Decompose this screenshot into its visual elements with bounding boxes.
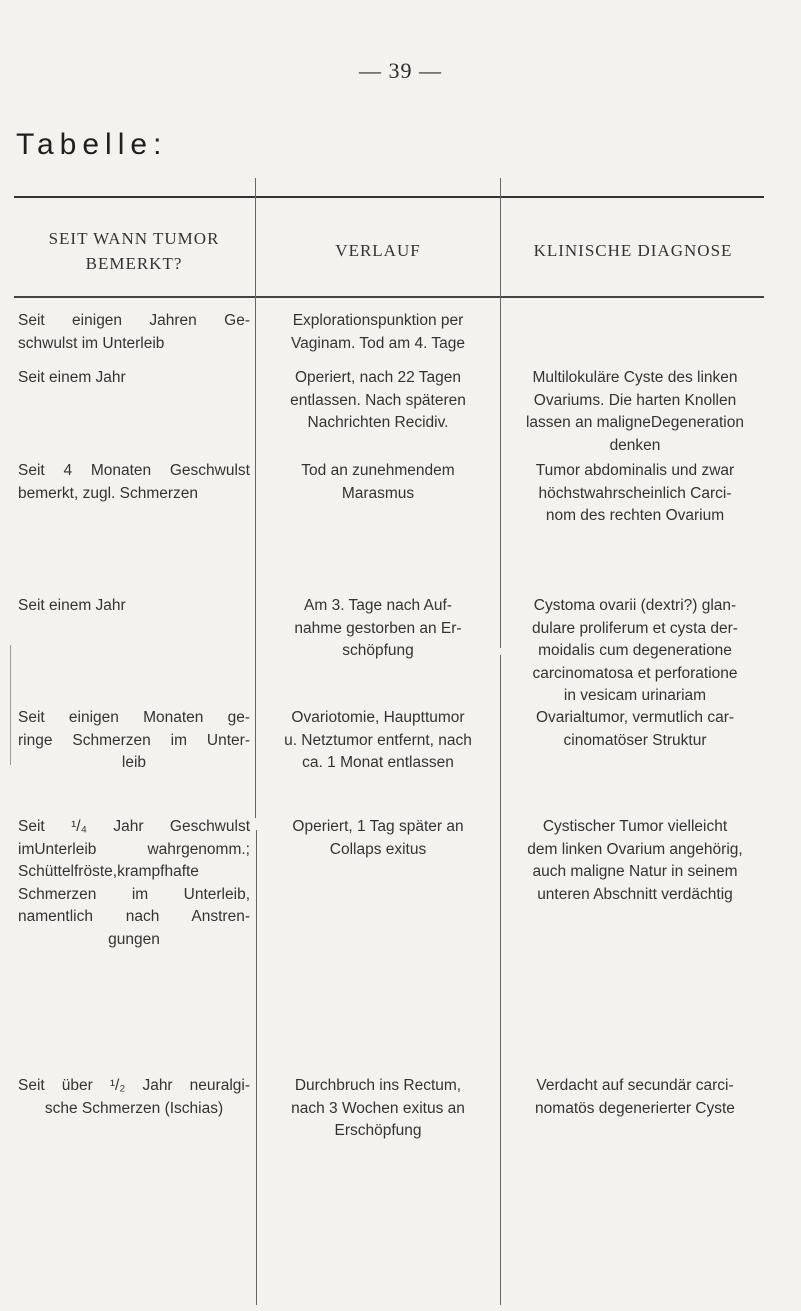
table-cell-line: Ovariums. Die harten Knollen	[533, 391, 737, 409]
table-cell-line: ringe Schmerzen im Unter-	[18, 731, 250, 749]
table-cell-line: Marasmus	[341, 484, 415, 502]
table-cell-col1	[18, 310, 250, 355]
table-cell-line: schöpfung	[342, 642, 414, 659]
table-title: Tabelle:	[16, 128, 168, 161]
table-cell-line: Operiert, 1 Tag später an	[292, 818, 464, 835]
table-cell-line: denken	[609, 436, 661, 454]
header-since-when-line: BEMERKT?	[85, 254, 183, 273]
table-cell-line: Seit einem Jahr	[18, 597, 126, 614]
table-cell-line: u. Netztumor entfernt, nach	[284, 731, 472, 749]
table-cell-line: Vaginam. Tod am 4. Tage	[290, 334, 466, 352]
header-since-when	[14, 226, 254, 276]
table-cell-col2	[258, 707, 498, 775]
table-cell-line: nomatös degenerierter Cyste	[535, 1099, 735, 1117]
table-cell-line: Erschöpfung	[334, 1122, 422, 1139]
table-cell-line: unteren Abschnitt verdächtig	[537, 885, 733, 903]
table-header-rule	[14, 296, 764, 298]
table-cell-line: carcinomatosa et perforatione	[532, 664, 738, 682]
table-cell-line: Collaps exitus	[329, 840, 427, 858]
table-cell-line: Am 3. Tage nach Auf-	[304, 597, 452, 614]
table-cell-line: Multilokuläre Cyste des linken	[532, 369, 738, 386]
table-cell-col2	[258, 816, 498, 861]
table-cell-line: dulare proliferum et cysta der-	[532, 619, 738, 637]
table-cell-line: Explorationspunktion per	[292, 312, 464, 329]
table-cell-line: Seit einigen Monaten ge-	[18, 709, 250, 726]
table-cell-line: Nachrichten Recidiv.	[307, 414, 449, 431]
table-cell-col3	[506, 460, 764, 528]
column-divider-1-lower	[256, 830, 257, 1305]
table-cell-line: schwulst im Unterleib	[18, 334, 165, 352]
table-cell-line: Seit ¹/₄ Jahr Geschwulst	[18, 818, 250, 835]
header-since-when-line: SEIT WANN TUMOR	[48, 229, 220, 248]
table-cell-col1	[18, 816, 250, 951]
table-cell-line: höchstwahrscheinlich Carci-	[538, 484, 732, 502]
table-cell-line: dem linken Ovarium angehörig,	[527, 840, 743, 858]
table-cell-line: gungen	[108, 930, 160, 948]
table-cell-line: Schüttelfröste,krampfhafte	[18, 863, 199, 880]
table-cell-line: Tumor abdominalis und zwar	[535, 462, 735, 479]
table-cell-col2	[258, 460, 498, 505]
table-cell-line: Cystoma ovarii (dextri?) glan-	[533, 597, 737, 614]
table-cell-line: moidalis cum degeneratione	[538, 642, 732, 659]
table-cell-line: Durchbruch ins Rectum,	[294, 1077, 462, 1094]
table-cell-line: Seit über ¹/₂ Jahr neuralgi-	[18, 1077, 250, 1094]
table-cell-line: Tod an zunehmendem	[301, 462, 455, 479]
table-cell-line: nach 3 Wochen exitus an	[291, 1099, 465, 1117]
table-cell-col1	[18, 367, 250, 390]
header-course	[256, 238, 500, 263]
header-clinical-diagnosis-line: KLINISCHE DIAGNOSE	[533, 241, 733, 260]
table-cell-line: lassen an maligneDegeneration	[525, 414, 744, 431]
header-course-line: VERLAUF	[335, 241, 421, 260]
table-cell-col2	[258, 367, 498, 435]
table-cell-col3	[506, 1075, 764, 1120]
table-cell-line: auch maligne Natur in seinem	[532, 863, 738, 880]
table-cell-line: nahme gestorben an Er-	[294, 619, 462, 637]
column-divider-2-lower	[500, 655, 501, 1305]
table-cell-line: imUnterleib wahrgenomm.;	[18, 840, 250, 858]
table-cell-line: Seit einem Jahr	[18, 369, 126, 386]
table-cell-col1	[18, 460, 250, 505]
table-cell-line: in vesicam urinariam	[563, 687, 707, 704]
table-cell-line: Seit 4 Monaten Geschwulst	[18, 462, 250, 479]
table-cell-line: Verdacht auf secundär carci-	[536, 1077, 734, 1094]
table-cell-line: leib	[121, 754, 147, 771]
table-cell-line: Seit einigen Jahren Ge-	[18, 312, 250, 329]
left-edge-mark	[10, 645, 11, 765]
table-cell-line: entlassen. Nach späteren	[290, 391, 466, 409]
column-divider-1	[255, 178, 256, 818]
table-cell-line: sche Schmerzen (Ischias)	[44, 1099, 224, 1117]
table-cell-col2	[258, 1075, 498, 1143]
table-cell-col1	[18, 595, 250, 618]
table-cell-col3	[506, 595, 764, 708]
table-cell-line: Cystischer Tumor vielleicht	[542, 818, 728, 835]
table-cell-col1	[18, 707, 250, 775]
table-cell-col2	[258, 595, 498, 663]
table-cell-line: Schmerzen im Unterleib,	[18, 885, 250, 903]
table-top-rule	[14, 196, 764, 198]
table-cell-line: bemerkt, zugl. Schmerzen	[18, 484, 199, 502]
table-cell-col3	[506, 707, 764, 752]
table-cell-col1	[18, 1075, 250, 1120]
table-cell-line: namentlich nach Anstren-	[18, 908, 250, 925]
table-cell-col3	[506, 367, 764, 457]
table-cell-line: Ovarialtumor, vermutlich car-	[535, 709, 735, 726]
table-cell-line: nom des rechten Ovarium	[545, 507, 725, 524]
header-clinical-diagnosis	[501, 238, 765, 263]
table-cell-line: ca. 1 Monat entlassen	[302, 754, 454, 771]
table-cell-col3	[506, 816, 764, 906]
table-cell-line: cinomatöser Struktur	[563, 731, 707, 749]
table-cell-line: Ovariotomie, Haupttumor	[291, 709, 465, 726]
page-number: — 39 —	[359, 58, 442, 83]
table-cell-col2	[258, 310, 498, 355]
table-cell-line: Operiert, nach 22 Tagen	[294, 369, 462, 386]
